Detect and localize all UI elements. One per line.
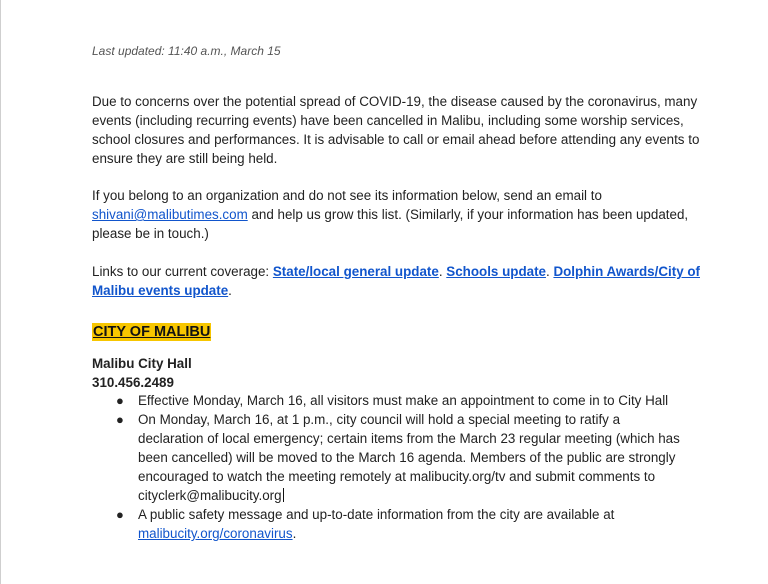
coverage-sep-2: . bbox=[545, 264, 554, 279]
contact-text-before: If you belong to an organization and do not see its information below, send an email to bbox=[92, 188, 602, 203]
dolphin-awards-link[interactable]: Dolphin Awards/City of Malibu events update bbox=[92, 264, 700, 298]
page-edge bbox=[0, 0, 1, 584]
list-item-end: . bbox=[292, 526, 297, 541]
list-item-text: A public safety message and up-to-date information from the city are available at bbox=[138, 507, 615, 522]
intro-paragraph: Due to concerns over the potential spread of COVID-19, the disease caused by the coronavirus, many events (including recurring events) have been cancelled in Malibu, including some worship services, school closures and performances. It is advisable to call or email ahead before attending any events to ensure they are still being held. bbox=[92, 94, 700, 166]
contact-text-after: and help us grow this list. (Similarly, if your information has been updated, please be in touch.) bbox=[92, 207, 689, 241]
bullet-icon: ● bbox=[116, 412, 124, 427]
list-item bbox=[92, 505, 682, 543]
org-name: Malibu City Hall bbox=[92, 356, 192, 371]
section-heading-city-of-malibu: CITY OF MALIBU bbox=[93, 324, 211, 340]
info-list bbox=[92, 391, 682, 543]
email-link[interactable]: shivani@malibutimes.com bbox=[92, 207, 248, 222]
text-cursor bbox=[283, 488, 284, 502]
org-phone: 310.456.2489 bbox=[92, 375, 174, 390]
coverage-paragraph bbox=[92, 262, 702, 300]
list-item bbox=[92, 410, 682, 505]
coverage-sep-1: . bbox=[438, 264, 447, 279]
schools-update-link[interactable]: Schools update bbox=[446, 264, 546, 279]
list-item bbox=[92, 391, 682, 410]
coverage-intro: Links to our current coverage: bbox=[92, 264, 273, 279]
coronavirus-info-link[interactable]: malibucity.org/coronavirus bbox=[138, 526, 293, 541]
bullet-icon: ● bbox=[116, 507, 124, 522]
list-item-text: On Monday, March 16, at 1 p.m., city council will hold a special meeting to ratify a declaration of local emergency; certain items from the March 23 regular meeting (which has been cancelled) will be moved to the March 16 agenda. Members of the public are strongly encouraged to watch the meeting remotely at malibucity.org/tv and submit comments to cityclerk@malibucity.org bbox=[138, 412, 680, 503]
list-item-text: Effective Monday, March 16, all visitors must make an appointment to come in to City Hall bbox=[138, 393, 669, 408]
contact-paragraph bbox=[92, 186, 702, 243]
bullet-icon: ● bbox=[116, 393, 124, 408]
state-local-update-link[interactable]: State/local general update bbox=[272, 264, 439, 279]
last-updated: Last updated: 11:40 a.m., March 15 bbox=[92, 44, 281, 58]
coverage-end: . bbox=[228, 283, 232, 298]
